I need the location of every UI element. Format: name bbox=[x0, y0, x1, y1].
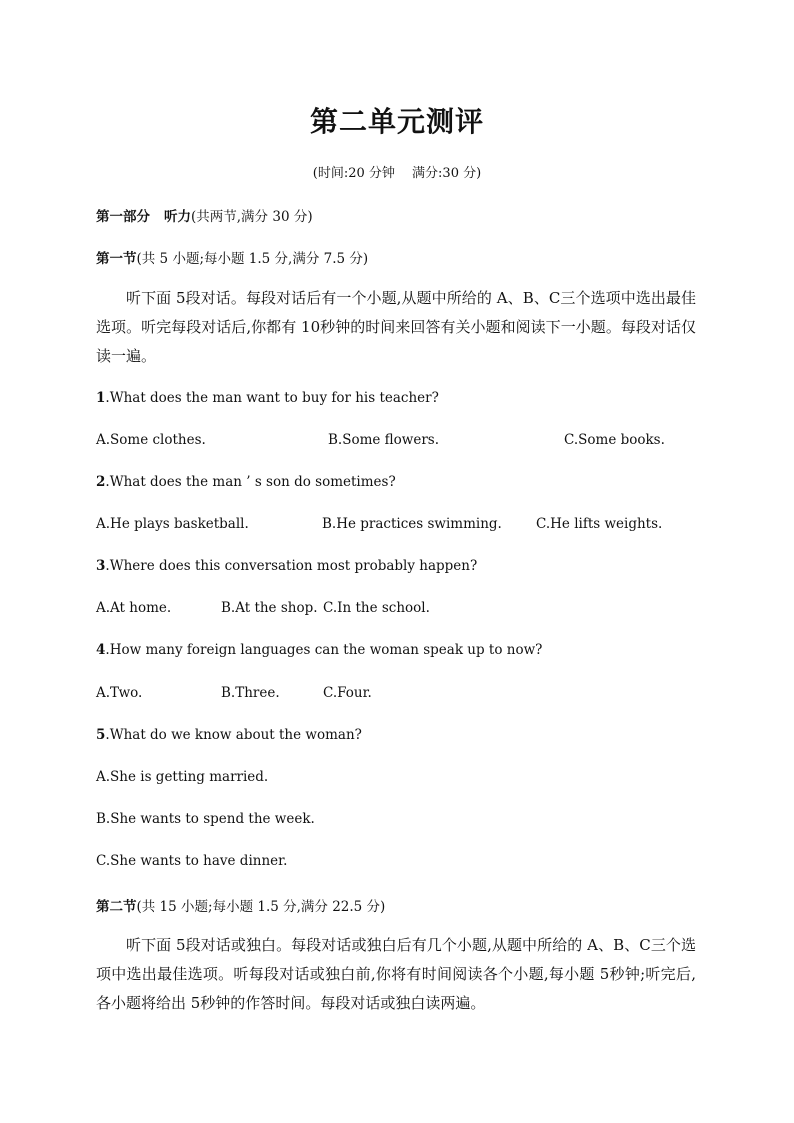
question-number: 2 bbox=[96, 474, 106, 490]
section2-heading bbox=[96, 895, 385, 915]
question-4 bbox=[96, 642, 542, 658]
question-2-option-a: A.He plays basketball. bbox=[96, 516, 249, 532]
question-text: .How many foreign languages can the woman speak up to now? bbox=[105, 642, 543, 658]
section1-note: (共 5 小题;每小题 1.5 分,满分 7.5 分) bbox=[136, 251, 369, 267]
question-2 bbox=[96, 474, 396, 490]
question-number: 3 bbox=[96, 558, 106, 574]
section1-instructions: 听下面 5段对话。每段对话后有一个小题,从题中所给的 A、B、C三个选项中选出最佳选项。听完每段对话后,你都有 10秒钟的时间来回答有关小题和阅读下一小题。每段对话仅读一遍。 bbox=[96, 289, 696, 365]
part1-note: (共两节,满分 30 分) bbox=[191, 209, 313, 225]
question-1 bbox=[96, 390, 439, 406]
question-3-option-b: B.At the shop. bbox=[221, 600, 318, 616]
question-2-option-c: C.He lifts weights. bbox=[536, 516, 663, 532]
question-3 bbox=[96, 558, 477, 574]
question-5-option-a: A.She is getting married. bbox=[96, 769, 269, 785]
page-subtitle: (时间:20 分钟 满分:30 分) bbox=[312, 166, 482, 181]
page-title: 第二单元测评 bbox=[309, 105, 484, 138]
question-5 bbox=[96, 727, 362, 743]
question-number: 1 bbox=[96, 390, 106, 406]
question-1-option-a: A.Some clothes. bbox=[96, 432, 206, 448]
question-text: .Where does this conversation most probably happen? bbox=[105, 558, 478, 574]
question-number: 4 bbox=[96, 642, 106, 658]
part1-label: 第一部分 bbox=[96, 209, 150, 225]
question-text: .What does the man ’ s son do sometimes? bbox=[105, 474, 396, 490]
question-text: .What do we know about the woman? bbox=[105, 727, 362, 743]
question-1-option-c: C.Some books. bbox=[564, 432, 665, 448]
question-4-option-c: C.Four. bbox=[323, 685, 372, 701]
question-4-option-b: B.Three. bbox=[221, 685, 280, 701]
section2-label: 第二节 bbox=[96, 899, 137, 915]
section2-instructions: 听下面 5段对话或独白。每段对话或独白后有几个小题,从题中所给的 A、B、C三个选项中选出最佳选项。听每段对话或独白前,你将有时间阅读各个小题,每小题 5秒钟;听完后,各小题将给出 5秒钟的作答时间。每段对话或独白读两遍。 bbox=[96, 936, 696, 1012]
section2-note: (共 15 小题;每小题 1.5 分,满分 22.5 分) bbox=[136, 899, 386, 915]
question-3-option-a: A.At home. bbox=[96, 600, 172, 616]
question-2-option-b: B.He practices swimming. bbox=[322, 516, 502, 532]
question-5-option-c: C.She wants to have dinner. bbox=[96, 853, 288, 869]
question-4-option-a: A.Two. bbox=[96, 685, 143, 701]
question-3-option-c: C.In the school. bbox=[323, 600, 430, 616]
question-5-option-b: B.She wants to spend the week. bbox=[96, 811, 315, 827]
part1-title: 听力 bbox=[164, 209, 191, 225]
question-number: 5 bbox=[96, 727, 106, 743]
question-1-option-b: B.Some flowers. bbox=[328, 432, 440, 448]
section1-heading bbox=[96, 247, 368, 267]
part1-heading bbox=[96, 205, 313, 225]
question-text: .What does the man want to buy for his teacher? bbox=[105, 390, 439, 406]
section1-label: 第一节 bbox=[96, 251, 137, 267]
